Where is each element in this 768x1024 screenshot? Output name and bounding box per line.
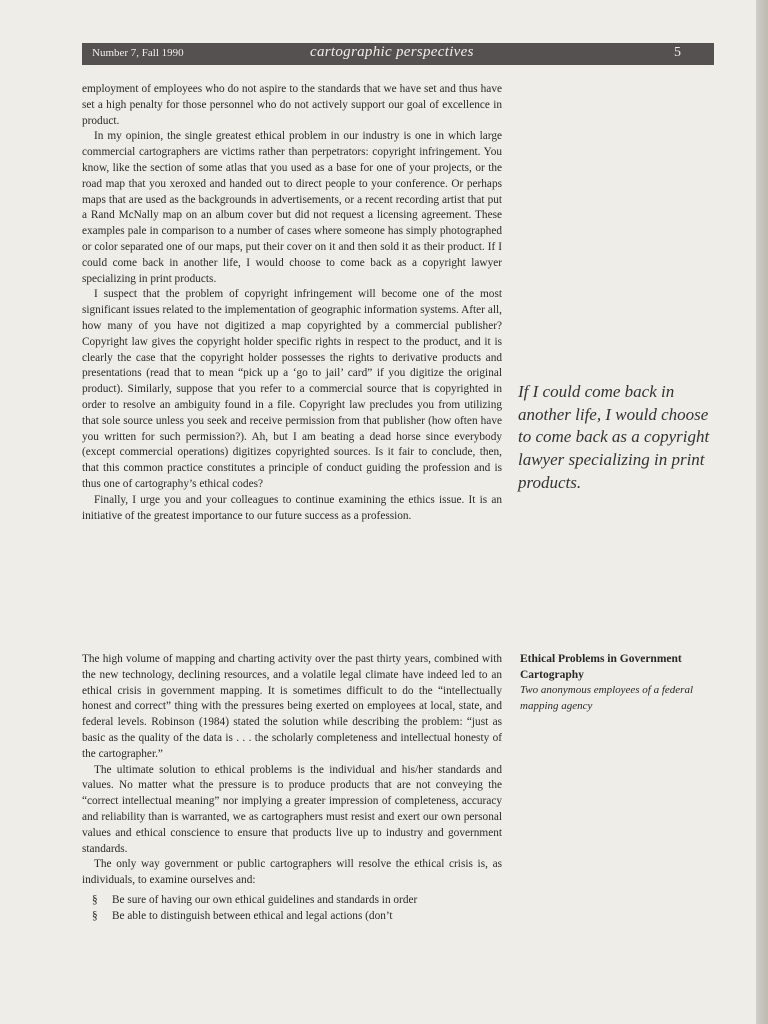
section-mark: § [92,893,98,906]
article-bottom-column [82,652,502,925]
running-header [82,43,714,65]
paragraph: employment of employees who do not aspire to the standards that we have set and thus have set a high penalty for those personnel who do not actively support our goal of excellence in product. [82,83,502,127]
paragraph: Finally, I urge you and your colleagues to continue examining the ethics issue. It is an initiative of the greatest importance to our future success as a profession. [82,493,502,522]
paragraph: In my opinion, the single greatest ethical problem in our industry is one in which large commercial cartographers are victims rather than perpetrators: copyright infringement. You know, like the section of some atlas that you used as a base for one of your projects, or the road map that you xeroxed and handed out to direct people to your conference. Or perhaps maps that are used as the backgrounds in advertisements, or a recent recording artist that put a Rand McNally map on an album cover but did not request a licensing agreement. These examples pale in comparison to a number of cases where someone has simply photographed or color separated one of our maps, put their cover on it and then sold it as their product. If I could come back in another life, I would choose to come back as a copyright lawyer specializing in print products. [82,130,502,285]
article-authors: Two anonymous employees of a federal mapping agency [520,684,694,712]
article-title: Ethical Problems in Government Cartography [520,653,682,681]
list-item-text: Be sure of having our own ethical guidelines and standards in order [112,893,418,906]
article-top-column [82,82,502,524]
list-item [92,893,502,909]
section-mark: § [92,909,98,922]
paragraph: The ultimate solution to ethical problems is the individual and his/her standards and values. No matter what the pressure is to produce products that are not conveying the “correct intellectual meaning” nor implying a greater impression of completeness, accuracy and reliability than is warranted, we as cartographers must resist and exert our own personal values and ethical conscience to ensure that products live up to industry and government standards. [82,763,502,855]
list-item-text: Be able to distinguish between ethical and legal actions (don’t [112,909,393,922]
list-item [92,909,502,925]
paragraph: The only way government or public cartographers will resolve the ethical crisis is, as individuals, to examine ourselves and: [82,858,502,887]
page-number: 5 [674,45,681,60]
pull-quote: If I could come back in another life, I would choose to come back as a copyright lawyer specializing in print products. [518,382,710,492]
page-edge [756,0,768,1024]
paragraph: The high volume of mapping and charting activity over the past thirty years, combined with the new technology, declining resources, and a volatile legal climate have indeed led to an ethical crisis in government mapping. It is sometimes difficult to do the “intellectually honest and correct” thing with the pressures being exerted on employees at local, state, and federal levels. Robinson (1984) stated the solution while describing the problem: “just as basic as the quality of the data is . . . the scholarly completeness and intellectual honesty of the cartographer.” [82,653,502,760]
issue-label: Number 7, Fall 1990 [92,47,184,59]
paragraph: I suspect that the problem of copyright infringement will become one of the most significant issues related to the implementation of geographic information systems. After all, how many of you have not digitized a map copyrighted by a commercial publisher? Copyright law gives the copyright holder specific rights in respect to the product, and it is clearly the case that the copyright holder possesses the rights to derivative products and presentations (read that to mean “pick up a ‘go to jail’ card” if you digitize the original product). Similarly, suppose that you refer to a commercial source that is copyrighted in order to resolve an ambiguity found in a file. Copyright law precludes you from utilizing that sole source unless you seek and receive permission from that publisher (how often have you written for such permission?). Ah, but I am beating a dead horse since everybody (except commercial operations) digitizes copyrighted sources. Is it fair to conclude, then, that this common practice constitutes a principle of conduct guiding the profession and is thus one of cartography’s ethical codes? [82,288,502,490]
article-heading-sidebar [520,652,720,714]
bullet-list [92,893,502,925]
journal-title: cartographic perspectives [310,44,474,60]
